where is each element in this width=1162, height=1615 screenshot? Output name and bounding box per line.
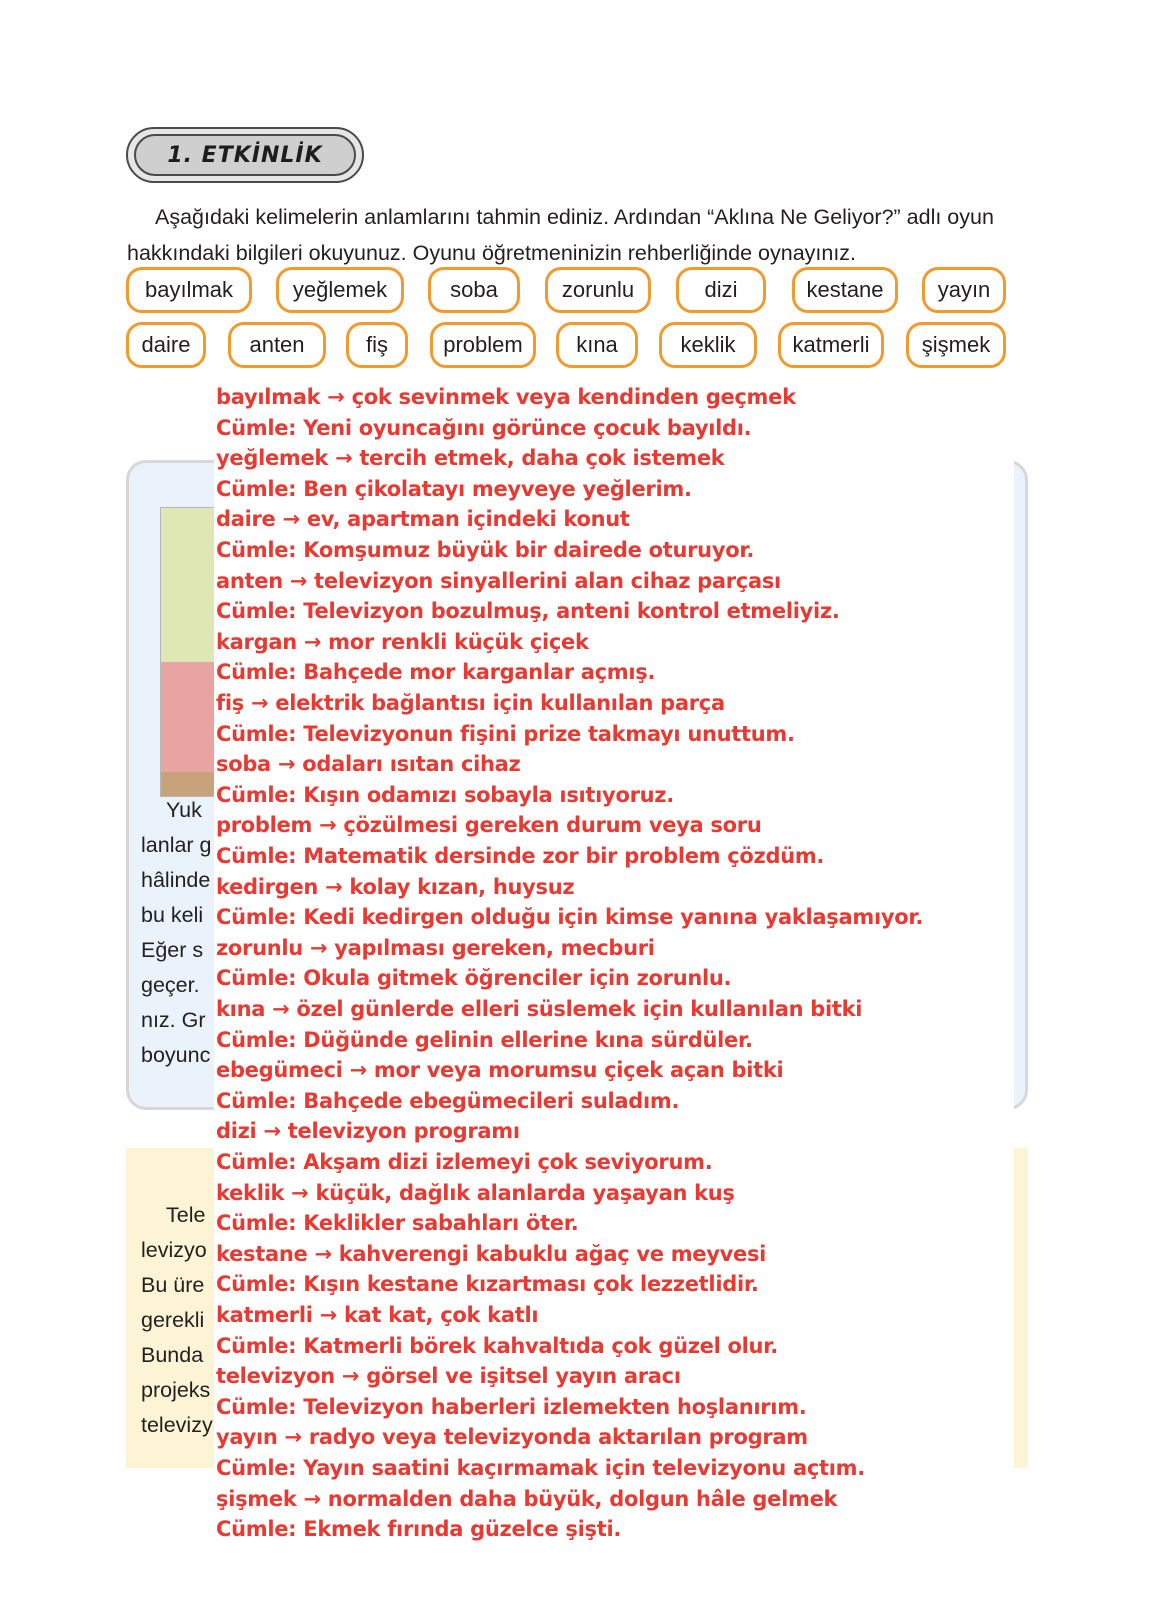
tv-text-fragment: Bu üre — [141, 1273, 205, 1297]
sentence-line: Cümle: Okula gitmek öğrenciler için zorunlu. — [216, 966, 732, 991]
definition-line: soba → odaları ısıtan cihaz — [216, 752, 521, 777]
word-chip: kestane — [792, 267, 898, 313]
definition-line: bayılmak → çok sevinmek veya kendinden geçmek — [216, 385, 796, 409]
word-chip: zorunlu — [545, 267, 651, 313]
definition-line: katmerli → kat kat, çok katlı — [216, 1303, 539, 1327]
word-chip: katmerli — [778, 322, 884, 368]
info-text-fragment: lanlar g — [141, 833, 212, 857]
sentence-line: Cümle: Akşam dizi izlemeyi çok seviyorum. — [216, 1150, 713, 1174]
word-chip: yeğlemek — [276, 267, 404, 313]
word-chip: yayın — [922, 267, 1006, 313]
activity-badge — [126, 127, 364, 183]
definition-line: daire → ev, apartman içindeki konut — [216, 507, 630, 532]
tv-text-fragment: levizyo — [141, 1238, 207, 1262]
word-chip: bayılmak — [126, 267, 252, 313]
sentence-line: Cümle: Bahçede mor karganlar açmış. — [216, 660, 656, 685]
info-text-fragment: nız. Gr — [141, 1008, 206, 1032]
word-chip: problem — [430, 322, 536, 368]
definition-line: kına → özel günlerde elleri süslemek için kullanılan bitki — [216, 997, 863, 1021]
word-chip: soba — [428, 267, 520, 313]
word-chip: fiş — [346, 322, 408, 368]
sentence-line: Cümle: Yeni oyuncağını görünce çocuk bayıldı. — [216, 415, 752, 440]
definition-line: fiş → elektrik bağlantısı için kullanılan parça — [216, 691, 725, 715]
tv-text-fragment: gerekli — [141, 1308, 205, 1332]
sentence-line: Cümle: Televizyon bozulmuş, anteni kontrol etmeliyiz. — [216, 599, 840, 624]
sentence-line: Cümle: Ekmek fırında güzelce şişti. — [216, 1517, 622, 1542]
info-text-fragment: boyunc — [141, 1043, 211, 1067]
info-text-fragment: Eğer s — [141, 938, 204, 962]
sentence-line: Cümle: Kışın odamızı sobayla ısıtıyoruz. — [216, 782, 674, 807]
sentence-line: Cümle: Düğünde gelinin ellerine kına sürdüler. — [216, 1027, 753, 1052]
sentence-line: Cümle: Keklikler sabahları öter. — [216, 1211, 579, 1236]
word-chip: dizi — [676, 267, 766, 313]
word-chip: şişmek — [906, 322, 1006, 368]
definition-line: zorunlu → yapılması gereken, mecburi — [216, 935, 655, 960]
tv-text-fragment: televizy — [141, 1413, 213, 1437]
sentence-line: Cümle: Katmerli börek kahvaltıda çok güzel olur. — [216, 1333, 778, 1358]
info-text-fragment: Yuk — [166, 798, 202, 822]
definition-line: kedirgen → kolay kızan, huysuz — [216, 874, 575, 899]
tv-text-fragment: Tele — [166, 1203, 206, 1227]
definition-line: kestane → kahverengi kabuklu ağaç ve meyvesi — [216, 1241, 767, 1266]
sentence-line: Cümle: Yayın saatini kaçırmamak için televizyonu açtım. — [216, 1456, 865, 1480]
tv-text-fragment: Bunda — [141, 1343, 204, 1367]
sentence-line: Cümle: Komşumuz büyük bir dairede oturuyor. — [216, 538, 755, 562]
definition-line: problem → çözülmesi gereken durum veya soru — [216, 813, 762, 838]
definition-line: ebegümeci → mor veya morumsu çiçek açan bitki — [216, 1058, 784, 1083]
sentence-line: Cümle: Televizyonun fişini prize takmayı unuttum. — [216, 721, 795, 746]
info-text-fragment: bu keli — [141, 903, 204, 927]
word-chip: daire — [126, 322, 206, 368]
info-text-fragment: geçer. — [141, 973, 200, 997]
definition-line: dizi → televizyon programı — [216, 1119, 520, 1144]
definition-line: keklik → küçük, dağlık alanlarda yaşayan kuş — [216, 1180, 735, 1205]
sentence-line: Cümle: Matematik dersinde zor bir problem çözdüm. — [216, 844, 825, 868]
tv-text-fragment: projeks — [141, 1378, 211, 1402]
word-chip: keklik — [659, 322, 757, 368]
sentence-line: Cümle: Kedi kedirgen olduğu için kimse yanına yaklaşamıyor. — [216, 905, 924, 930]
definition-line: televizyon → görsel ve işitsel yayın aracı — [216, 1364, 681, 1389]
definition-line: şişmek → normalden daha büyük, dolgun hâle gelmek — [216, 1486, 838, 1511]
instruction-text: Aşağıdaki kelimelerin anlamlarını tahmin ediniz. Ardından “Aklına Ne Geliyor?” adlı oyun hakkındaki bilgileri okuyunuz. Oyunu öğretmeninizin rehberliğinde oynayınız. — [127, 205, 994, 265]
definition-line: kargan → mor renkli küçük çiçek — [216, 629, 589, 654]
word-chip: kına — [556, 322, 638, 368]
definition-line: yeğlemek → tercih etmek, daha çok istemek — [216, 446, 725, 471]
definition-line: yayın → radyo veya televizyonda aktarılan program — [216, 1425, 808, 1450]
sentence-line: Cümle: Televizyon haberleri izlemekten hoşlanırım. — [216, 1394, 807, 1419]
info-text-fragment: hâlinde — [141, 868, 211, 892]
sentence-line: Cümle: Ben çikolatayı meyveye yeğlerim. — [216, 476, 692, 501]
definition-line: anten → televizyon sinyallerini alan cihaz parçası — [216, 568, 781, 593]
word-chip: anten — [228, 322, 326, 368]
sentence-line: Cümle: Bahçede ebegümecileri suladım. — [216, 1088, 680, 1113]
sentence-line: Cümle: Kışın kestane kızartması çok lezzetlidir. — [216, 1272, 759, 1297]
tablecloth-shape — [161, 662, 219, 772]
floor-shape — [161, 772, 219, 796]
room-illustration — [160, 507, 220, 797]
activity-title: 1. ETKİNLİK — [134, 134, 356, 176]
